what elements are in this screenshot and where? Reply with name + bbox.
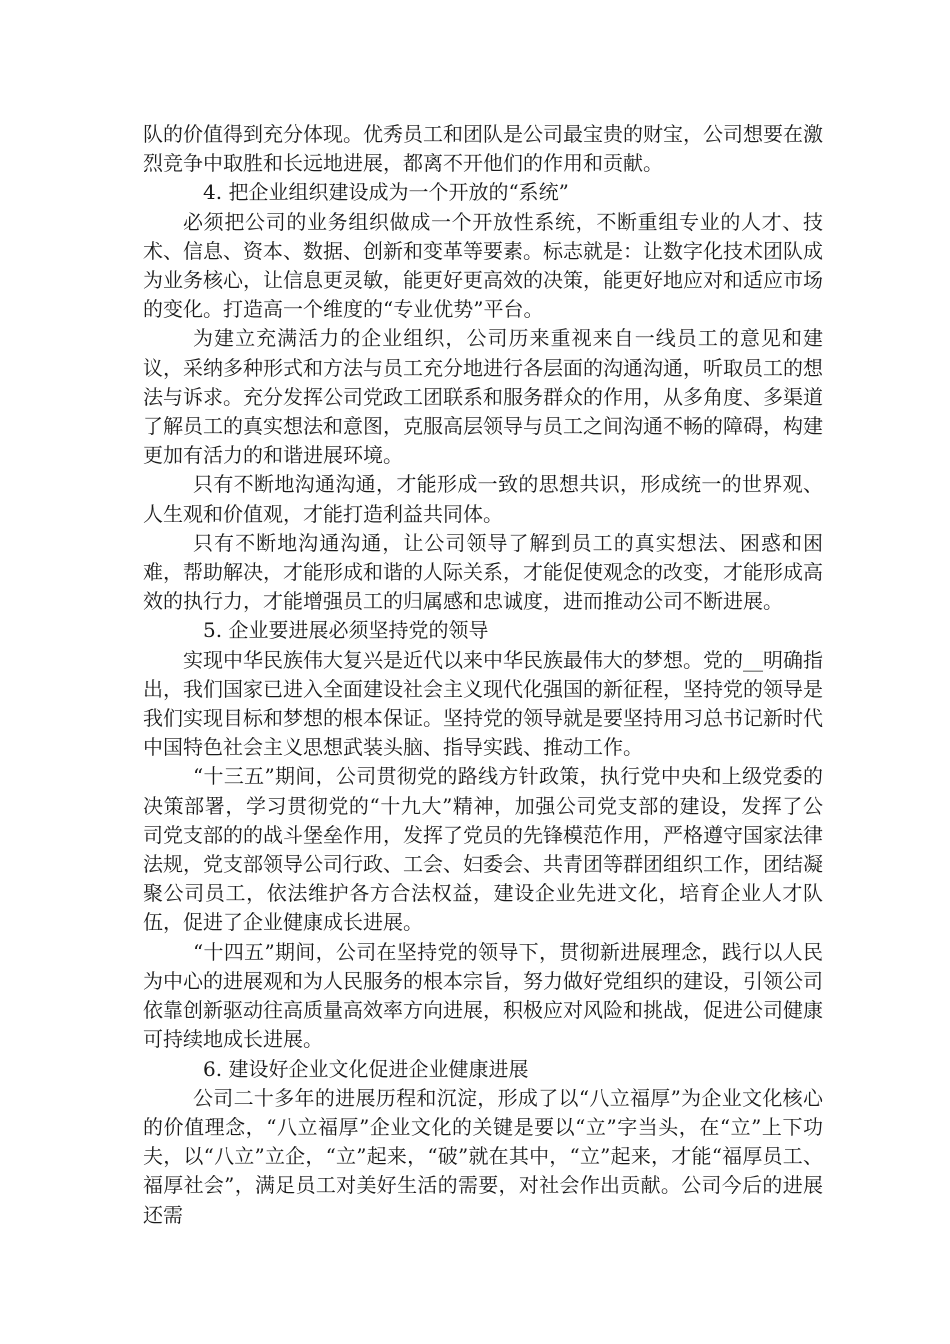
paragraph: 必须把公司的业务组织做成一个开放性系统，不断重组专业的人才、技术、信息、资本、数据、创新和变革等要素。标志就是：让数字化技术团队成为业务核心，让信息更灵敏，能更好更高效的决策，能更好地应对和适应市场的变化。打造高一个维度的“专业优势”平台。 [143, 209, 823, 322]
paragraph: 实现中华民族伟大复兴是近代以来中华民族最伟大的梦想。党的__明确指出，我们国家已进入全面建设社会主义现代化强国的新征程，坚持党的领导是我们实现目标和梦想的根本保证。坚持党的领导就是要坚持用习总书记新时代中国特色社会主义思想武装头脑、指导实践、推动工作。 [143, 647, 823, 760]
paragraph: 为建立充满活力的企业组织，公司历来重视来自一线员工的意见和建议，采纳多种形式和方法与员工充分地进行各层面的沟通沟通，听取员工的想法与诉求。充分发挥公司党政工团联系和服务群众的作用，从多角度、多渠道了解员工的真实想法和意图，克服高层领导与员工之间沟通不畅的障碍，构建更加有活力的和谐进展环境。 [143, 326, 823, 468]
paragraph: 公司二十多年的进展历程和沉淀，形成了以“八立福厚”为企业文化核心的价值理念，“八立福厚”企业文化的关键是要以“立”字当头，在“立”上下功夫，以“八立”立企，“立”起来，“破”就在其中，“立”起来，才能“福厚员工、福厚社会”，满足员工对美好生活的需要，对社会作出贡献。公司今后的进展还需 [143, 1085, 823, 1227]
document-body [143, 120, 823, 1230]
section-heading-6: 6. 建设好企业文化促进企业健康进展 [203, 1056, 529, 1081]
paragraph: 队的价值得到充分体现。优秀员工和团队是公司最宝贵的财宝，公司想要在激烈竞争中取胜和长远地进展，都离不开他们的作用和贡献。 [143, 122, 823, 176]
paragraph: 只有不断地沟通沟通，让公司领导了解到员工的真实想法、困惑和困难，帮助解决，才能形成和谐的人际关系，才能促使观念的改变，才能形成高效的执行力，才能增强员工的归属感和忠诚度，进而推动公司不断进展。 [143, 530, 823, 614]
paragraph: “十四五”期间，公司在坚持党的领导下，贯彻新进展理念，践行以人民为中心的进展观和为人民服务的根本宗旨，努力做好党组织的建设，引领公司依靠创新驱动往高质量高效率方向进展，积极应对风险和挑战，促进公司健康可持续地成长进展。 [143, 939, 823, 1052]
paragraph: 只有不断地沟通沟通，才能形成一致的思想共识，形成统一的世界观、人生观和价值观，才能打造利益共同体。 [143, 472, 823, 526]
paragraph: “十三五”期间，公司贯彻党的路线方针政策，执行党中央和上级党委的决策部署，学习贯彻党的“十九大”精神，加强公司党支部的建设，发挥了公司党支部的的战斗堡垒作用，发挥了党员的先锋模范作用，严格遵守国家法律法规，党支部领导公司行政、工会、妇委会、共青团等群团组织工作，团结凝聚公司员工，依法维护各方合法权益，建设企业先进文化，培育企业人才队伍，促进了企业健康成长进展。 [143, 764, 823, 935]
section-heading-5: 5. 企业要进展必须坚持党的领导 [203, 618, 489, 643]
section-heading-4: 4. 把企业组织建设成为一个开放的“系统” [203, 180, 569, 205]
